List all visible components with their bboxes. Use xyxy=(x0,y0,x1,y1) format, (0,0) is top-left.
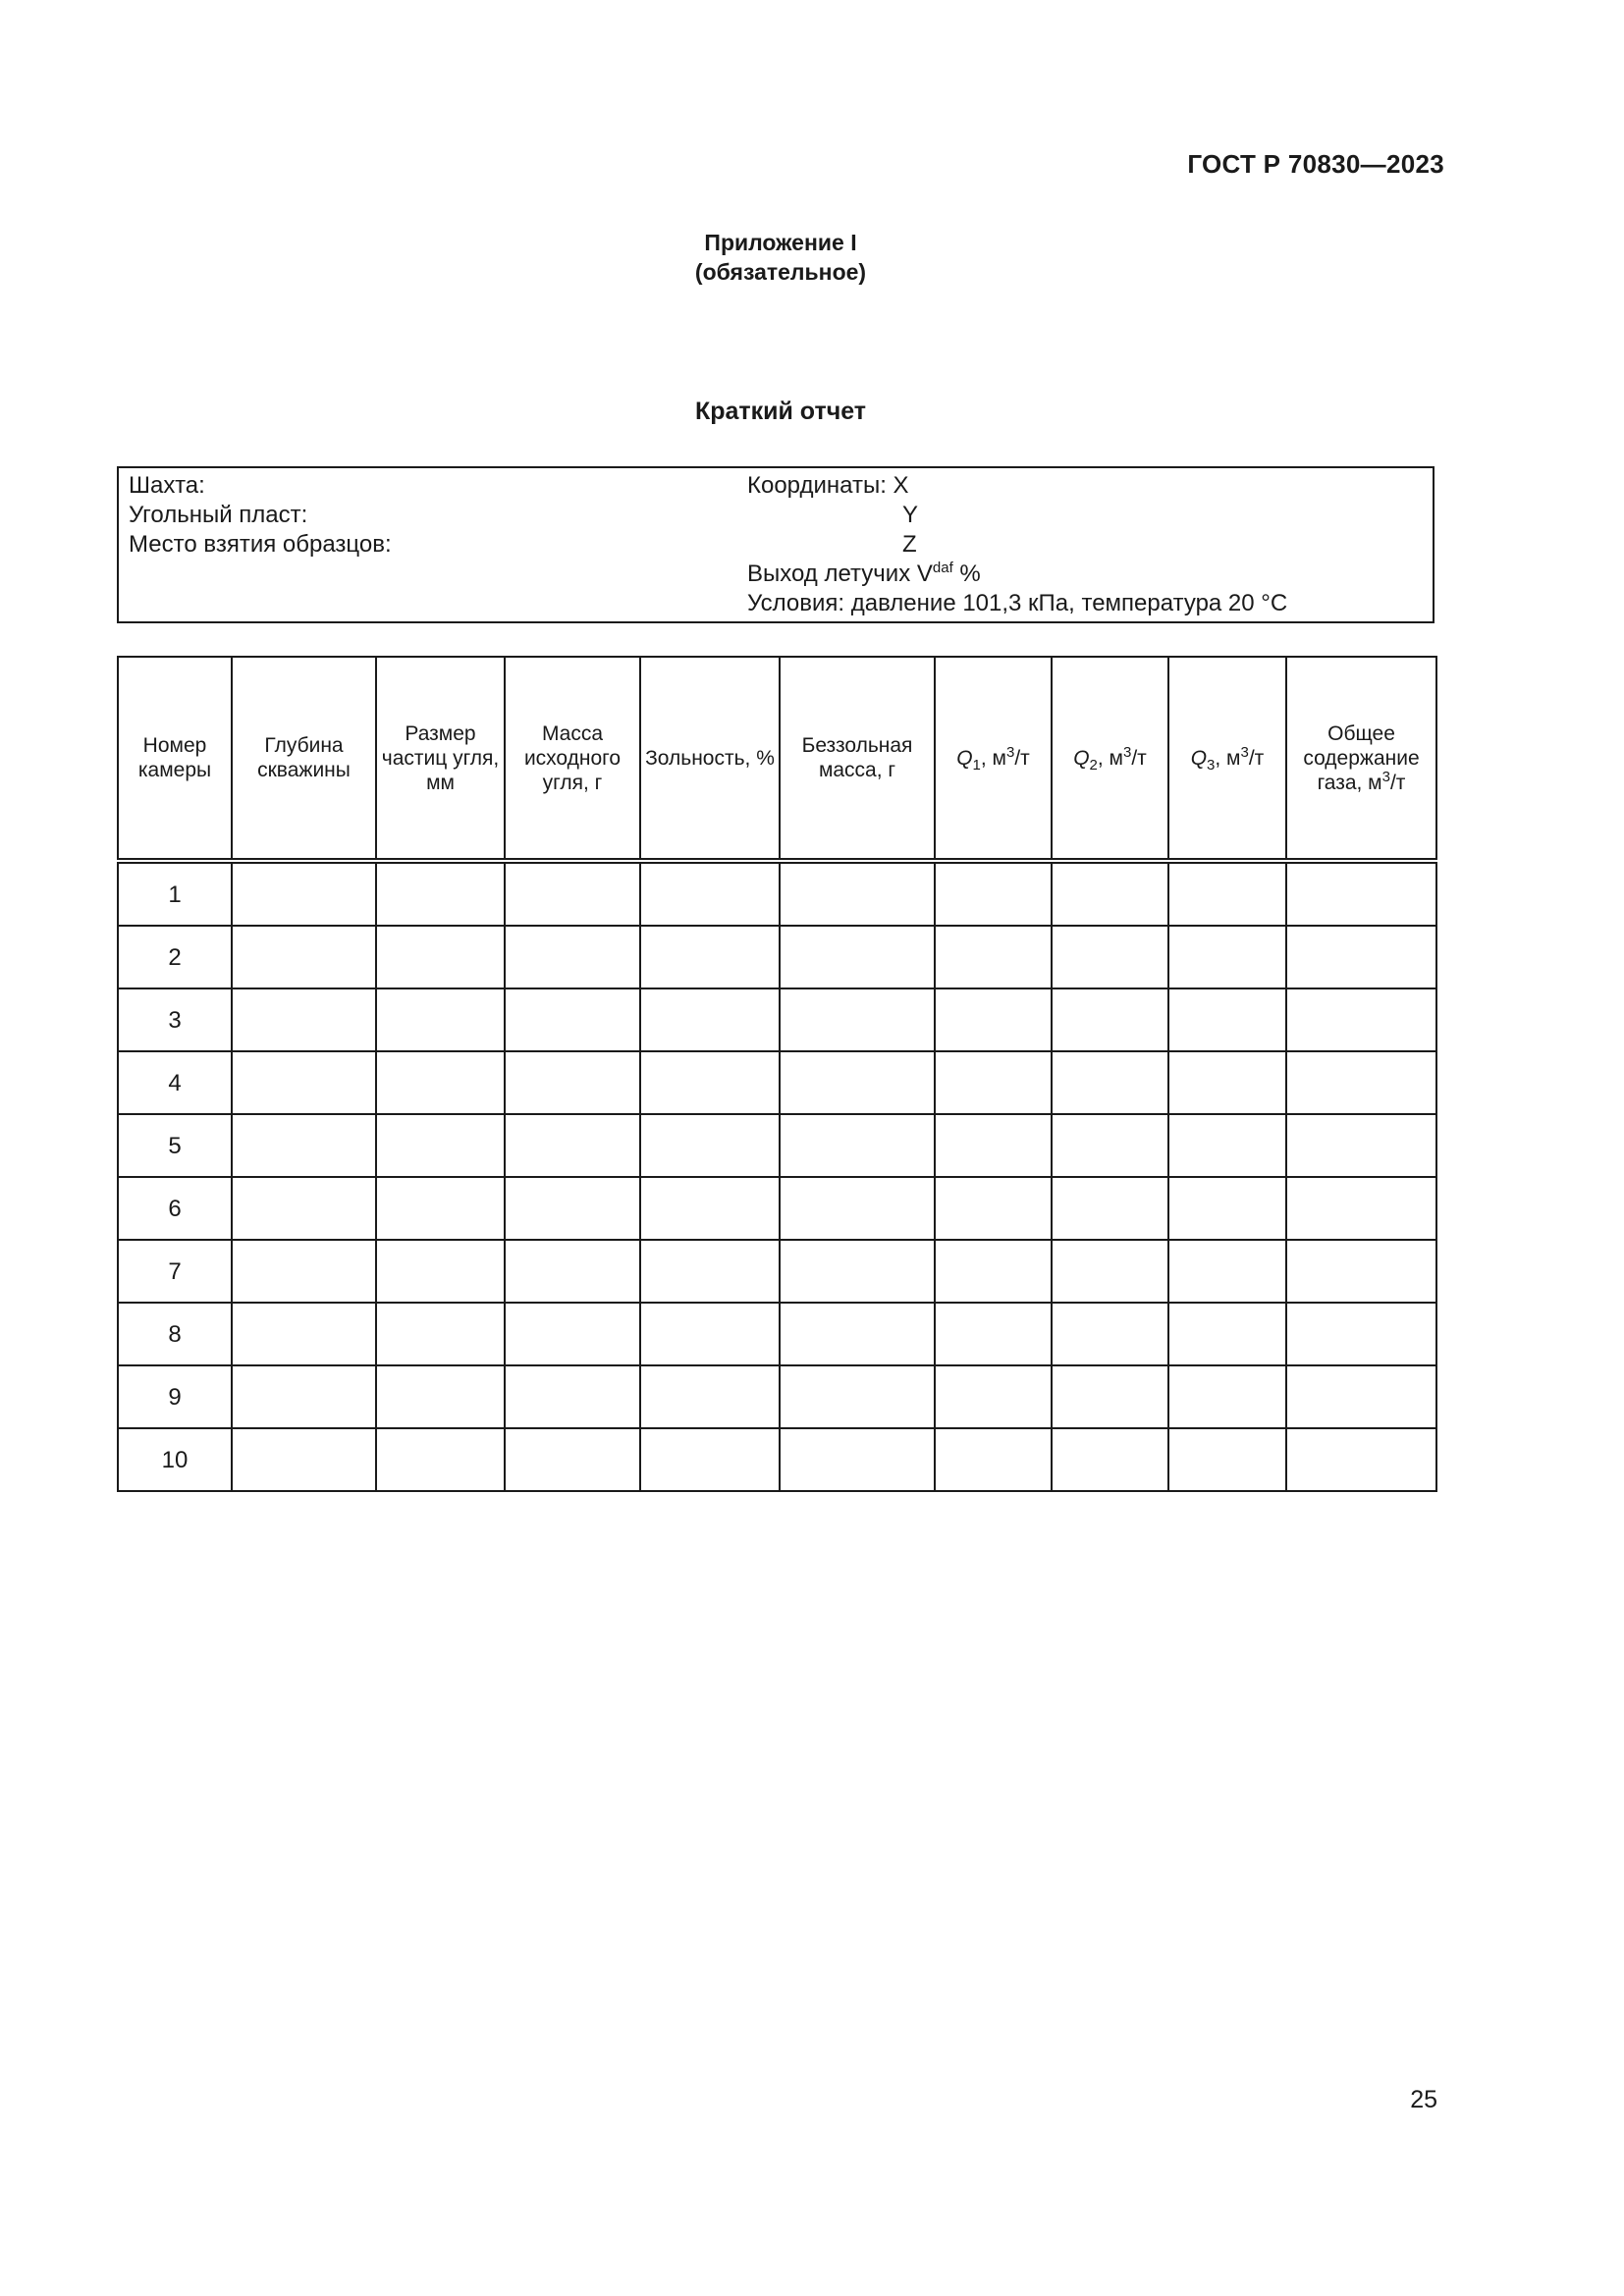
table-row xyxy=(118,1051,1436,1114)
report-title: Краткий отчет xyxy=(694,398,867,425)
empty-cell xyxy=(1286,1177,1436,1240)
q2-subscript: 2 xyxy=(1089,756,1098,774)
chamber-number-cell: 9 xyxy=(118,1365,232,1428)
empty-cell xyxy=(232,1051,376,1114)
empty-cell xyxy=(1052,1114,1168,1177)
table-row xyxy=(118,1365,1436,1428)
table-row xyxy=(118,1428,1436,1491)
q1-unit-exponent: 3 xyxy=(1006,743,1015,761)
empty-cell xyxy=(1052,861,1168,926)
empty-cell xyxy=(780,1177,935,1240)
empty-cell xyxy=(935,1365,1052,1428)
empty-cell xyxy=(505,1051,640,1114)
empty-cell xyxy=(1052,988,1168,1051)
table-row xyxy=(118,926,1436,988)
empty-cell xyxy=(1286,861,1436,926)
empty-cell xyxy=(780,926,935,988)
empty-cell xyxy=(935,988,1052,1051)
empty-cell xyxy=(232,861,376,926)
q3-subscript: 3 xyxy=(1207,756,1216,774)
empty-cell xyxy=(505,1177,640,1240)
empty-cell xyxy=(935,1114,1052,1177)
empty-cell xyxy=(232,1177,376,1240)
empty-cell xyxy=(1168,988,1286,1051)
q3-unit-per-ton: /т xyxy=(1248,746,1265,770)
report-info-box xyxy=(117,466,1435,623)
empty-cell xyxy=(1286,1114,1436,1177)
table-row xyxy=(118,861,1436,926)
empty-cell xyxy=(1286,1365,1436,1428)
chamber-number-cell: 10 xyxy=(118,1428,232,1491)
empty-cell xyxy=(1052,1051,1168,1114)
empty-cell xyxy=(935,1051,1052,1114)
chamber-number-cell: 5 xyxy=(118,1114,232,1177)
empty-cell xyxy=(935,1240,1052,1303)
column-header-q3 xyxy=(1168,657,1286,861)
chamber-number-cell: 2 xyxy=(118,926,232,988)
empty-cell xyxy=(935,926,1052,988)
empty-cell xyxy=(1052,1240,1168,1303)
column-header-ash-free-mass: Беззольная масса, г xyxy=(780,657,935,861)
coordinate-z-label: Z xyxy=(902,531,917,558)
volatile-superscript: daf xyxy=(932,560,953,576)
mine-label: Шахта: xyxy=(129,472,205,499)
empty-cell xyxy=(780,1240,935,1303)
empty-cell xyxy=(505,1114,640,1177)
empty-cell xyxy=(640,988,780,1051)
empty-cell xyxy=(780,988,935,1051)
empty-cell xyxy=(935,1177,1052,1240)
empty-cell xyxy=(780,861,935,926)
empty-cell xyxy=(505,861,640,926)
info-left-column xyxy=(129,471,392,560)
appendix-status: (обязательное) xyxy=(694,259,867,285)
empty-cell xyxy=(376,1303,505,1365)
empty-cell xyxy=(505,1240,640,1303)
table-row xyxy=(118,1240,1436,1303)
info-right-column xyxy=(747,471,1287,618)
q1-unit: , м xyxy=(980,746,1006,770)
empty-cell xyxy=(505,1303,640,1365)
chamber-number-cell: 6 xyxy=(118,1177,232,1240)
q2-unit-per-ton: /т xyxy=(1131,746,1147,770)
empty-cell xyxy=(232,988,376,1051)
empty-cell xyxy=(640,1177,780,1240)
empty-cell xyxy=(1168,1051,1286,1114)
empty-cell xyxy=(1286,1303,1436,1365)
q1-unit-per-ton: /т xyxy=(1014,746,1030,770)
coordinates-label: Координаты: X xyxy=(747,472,909,499)
empty-cell xyxy=(376,1051,505,1114)
empty-cell xyxy=(376,1240,505,1303)
empty-cell xyxy=(780,1051,935,1114)
q3-unit-exponent: 3 xyxy=(1240,743,1249,761)
empty-cell xyxy=(1286,988,1436,1051)
coordinate-y-label: Y xyxy=(902,502,919,528)
empty-cell xyxy=(640,1114,780,1177)
page-number: 25 xyxy=(1410,2086,1437,2113)
empty-cell xyxy=(1286,1240,1436,1303)
q1-symbol: Q xyxy=(956,746,973,770)
empty-cell xyxy=(1168,861,1286,926)
empty-cell xyxy=(1052,1177,1168,1240)
conditions-label: Условия: давление 101,3 кПа, температура 20 °С xyxy=(747,590,1288,616)
empty-cell xyxy=(780,1114,935,1177)
column-header-q1 xyxy=(935,657,1052,861)
empty-cell xyxy=(232,1365,376,1428)
column-header-q2 xyxy=(1052,657,1168,861)
q1-subscript: 1 xyxy=(972,756,981,774)
table-row xyxy=(118,1303,1436,1365)
total-gas-unit-per-ton: /т xyxy=(1389,771,1406,794)
column-header-initial-coal-mass: Масса исходного угля, г xyxy=(505,657,640,861)
empty-cell xyxy=(376,1428,505,1491)
empty-cell xyxy=(1286,1428,1436,1491)
empty-cell xyxy=(1052,1365,1168,1428)
empty-cell xyxy=(1052,1428,1168,1491)
empty-cell xyxy=(505,1365,640,1428)
empty-cell xyxy=(640,1240,780,1303)
empty-cell xyxy=(1168,1303,1286,1365)
empty-cell xyxy=(1286,926,1436,988)
table-header-row xyxy=(118,657,1436,861)
volatile-yield-label xyxy=(747,560,1287,589)
empty-cell xyxy=(640,861,780,926)
empty-cell xyxy=(1168,926,1286,988)
q3-unit: , м xyxy=(1215,746,1241,770)
empty-cell xyxy=(780,1365,935,1428)
empty-cell xyxy=(232,926,376,988)
chamber-number-cell: 4 xyxy=(118,1051,232,1114)
empty-cell xyxy=(640,1051,780,1114)
total-gas-unit-exponent: 3 xyxy=(1381,768,1390,785)
results-table xyxy=(117,656,1437,1492)
empty-cell xyxy=(376,861,505,926)
q2-symbol: Q xyxy=(1073,746,1090,770)
empty-cell xyxy=(1168,1177,1286,1240)
volatile-prefix: Выход летучих V xyxy=(747,561,933,587)
appendix-heading xyxy=(0,228,1561,287)
empty-cell xyxy=(1168,1240,1286,1303)
empty-cell xyxy=(640,1303,780,1365)
empty-cell xyxy=(935,1303,1052,1365)
empty-cell xyxy=(935,1428,1052,1491)
empty-cell xyxy=(1286,1051,1436,1114)
empty-cell xyxy=(376,1177,505,1240)
empty-cell xyxy=(1168,1365,1286,1428)
table-row xyxy=(118,1114,1436,1177)
q2-unit-exponent: 3 xyxy=(1123,743,1132,761)
document-code: ГОСТ Р 70830—2023 xyxy=(1187,149,1444,179)
empty-cell xyxy=(640,1428,780,1491)
empty-cell xyxy=(232,1428,376,1491)
empty-cell xyxy=(505,1428,640,1491)
appendix-title: Приложение I xyxy=(704,230,857,255)
q2-unit: , м xyxy=(1097,746,1123,770)
empty-cell xyxy=(232,1240,376,1303)
volatile-suffix: % xyxy=(952,561,981,587)
empty-cell xyxy=(1052,926,1168,988)
empty-cell xyxy=(1052,1303,1168,1365)
empty-cell xyxy=(376,926,505,988)
empty-cell xyxy=(1168,1428,1286,1491)
empty-cell xyxy=(780,1303,935,1365)
empty-cell xyxy=(376,1365,505,1428)
table-body xyxy=(118,861,1436,1491)
column-header-borehole-depth: Глубина скважины xyxy=(232,657,376,861)
seam-label: Угольный пласт: xyxy=(129,502,308,528)
chamber-number-cell: 7 xyxy=(118,1240,232,1303)
empty-cell xyxy=(232,1303,376,1365)
table-row xyxy=(118,1177,1436,1240)
chamber-number-cell: 1 xyxy=(118,861,232,926)
empty-cell xyxy=(376,988,505,1051)
chamber-number-cell: 3 xyxy=(118,988,232,1051)
empty-cell xyxy=(505,988,640,1051)
empty-cell xyxy=(935,861,1052,926)
table-row xyxy=(118,988,1436,1051)
column-header-total-gas-content xyxy=(1286,657,1436,861)
column-header-ash-content: Зольность, % xyxy=(640,657,780,861)
chamber-number-cell: 8 xyxy=(118,1303,232,1365)
empty-cell xyxy=(1168,1114,1286,1177)
total-gas-label: Общее содержание газа, м xyxy=(1303,721,1420,794)
empty-cell xyxy=(640,1365,780,1428)
empty-cell xyxy=(640,926,780,988)
empty-cell xyxy=(505,926,640,988)
empty-cell xyxy=(232,1114,376,1177)
column-header-chamber-number: Номер камеры xyxy=(118,657,232,861)
empty-cell xyxy=(780,1428,935,1491)
column-header-particle-size: Размер частиц угля, мм xyxy=(376,657,505,861)
empty-cell xyxy=(376,1114,505,1177)
sampling-place-label: Место взятия образцов: xyxy=(129,531,392,558)
q3-symbol: Q xyxy=(1190,746,1208,770)
